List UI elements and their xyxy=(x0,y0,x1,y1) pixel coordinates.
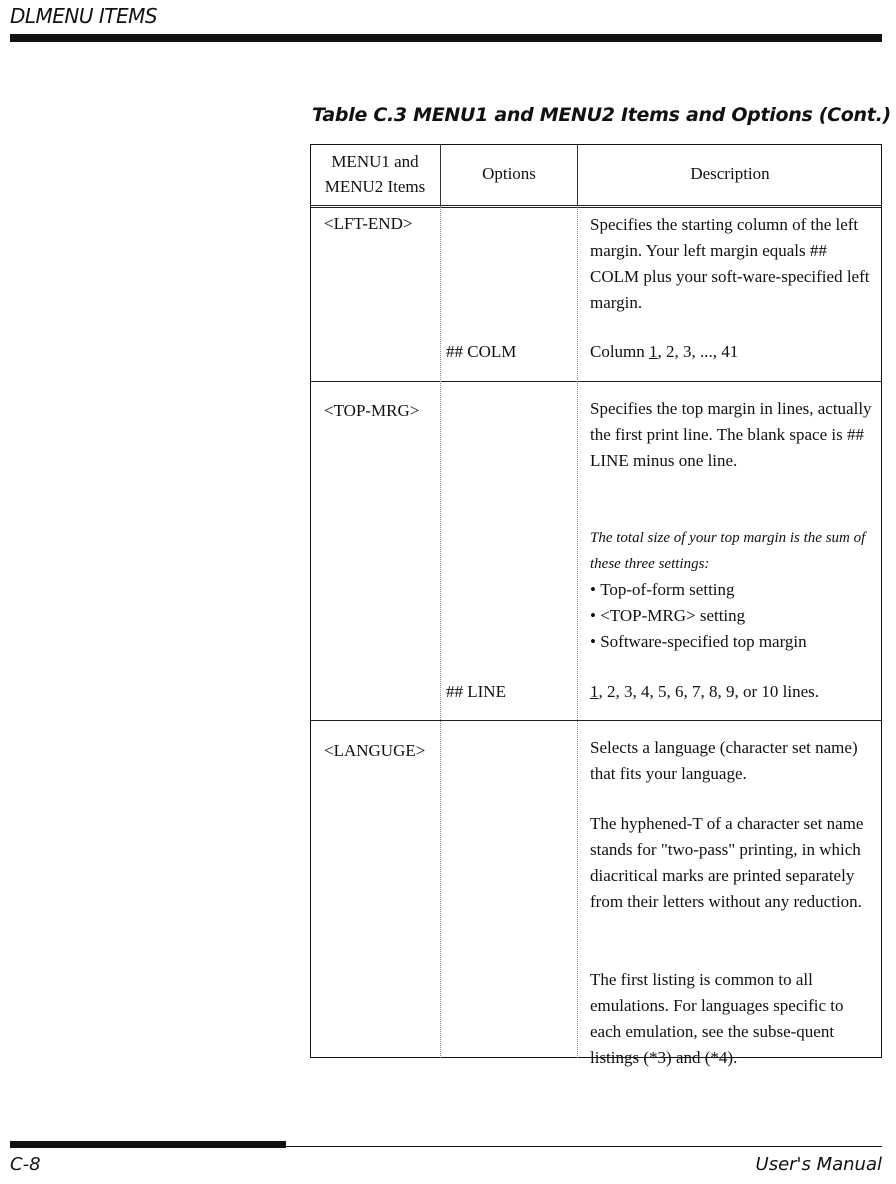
running-header: DLMENU ITEMS xyxy=(10,4,158,28)
description-lft-end: Specifies the starting column of the left margin. Your left margin equals ## COLM plus your soft-ware-specified left margin. xyxy=(590,215,870,312)
options-table xyxy=(310,144,882,1067)
description-top-mrg: Specifies the top margin in lines, actually the first print line. The blank space is ## LINE minus one line. xyxy=(590,399,872,470)
column-header-description: Description xyxy=(690,164,770,183)
item-lft-end: <LFT-END> xyxy=(324,214,413,233)
header-separator-double xyxy=(310,207,882,208)
option-line: ## LINE xyxy=(446,682,506,701)
description-languge-3: The first listing is common to all emulations. For languages specific to each emulation, see the subse-quent listings (*3) and (*4). xyxy=(590,970,844,1067)
table-caption: Table C.3 MENU1 and MENU2 Items and Options (Cont.) xyxy=(312,104,891,126)
manual-title: User's Manual xyxy=(755,1154,882,1175)
note-top-margin: The total size of your top margin is the sum of these three settings: xyxy=(590,530,866,572)
description-languge-1: Selects a language (character set name) that fits your language. xyxy=(590,738,858,783)
column-divider-dotted xyxy=(440,206,441,1058)
item-top-mrg: <TOP-MRG> xyxy=(324,401,420,420)
option-values-colm: Column 1, 2, 3, ..., 41 xyxy=(590,342,739,361)
column-header-items: MENU1 and MENU2 Items xyxy=(324,152,426,196)
row-separator xyxy=(310,720,882,721)
list-item: • <TOP-MRG> setting xyxy=(590,603,880,629)
header-rule xyxy=(10,34,882,42)
header-separator xyxy=(310,205,882,206)
item-languge: <LANGUGE> xyxy=(324,741,426,760)
option-colm: ## COLM xyxy=(446,342,517,361)
list-item: • Software-specified top margin xyxy=(590,629,880,655)
page-number: C-8 xyxy=(10,1154,41,1175)
list-item: • Top-of-form setting xyxy=(590,577,880,603)
row-separator xyxy=(310,381,882,382)
description-languge-2: The hyphened-T of a character set name stands for "two-pass" printing, in which diacritical marks are printed separately from their letters without any reduction. xyxy=(590,814,864,911)
column-header-options: Options xyxy=(482,164,536,183)
option-values-line: 1, 2, 3, 4, 5, 6, 7, 8, 9, or 10 lines. xyxy=(590,682,820,701)
column-divider-dotted xyxy=(577,206,578,1058)
footer-rule xyxy=(10,1146,882,1147)
bullet-list xyxy=(590,577,880,655)
